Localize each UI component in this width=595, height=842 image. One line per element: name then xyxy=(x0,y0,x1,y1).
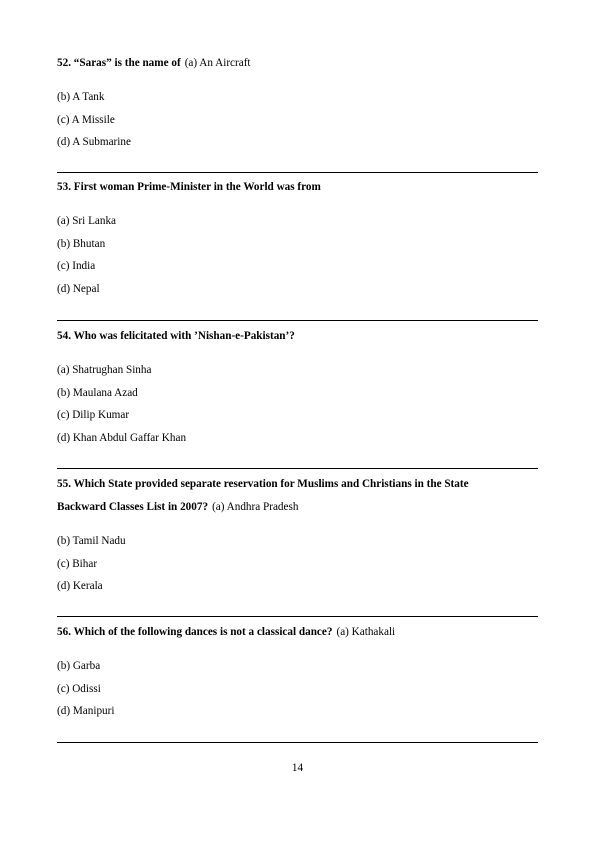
question-52 xyxy=(57,52,538,154)
divider-rule xyxy=(57,742,538,743)
option-d: (d) Khan Abdul Gaffar Khan xyxy=(57,431,187,444)
option-d: (d) Kerala xyxy=(57,580,103,592)
question-stem xyxy=(57,52,538,75)
option-a: (a) Sri Lanka xyxy=(57,215,117,227)
options-list xyxy=(57,359,538,449)
question-text: 54. Who was felicitated with ’Nishan-e-Pakistan’? xyxy=(57,330,295,342)
question-53 xyxy=(57,176,538,300)
question-text: 52. “Saras” is the name of xyxy=(57,57,181,69)
divider-rule xyxy=(57,468,538,469)
options-list xyxy=(57,655,538,723)
options-list xyxy=(57,530,538,598)
page-number: 14 xyxy=(291,762,304,774)
option-a: (a) Shatrughan Sinha xyxy=(57,364,152,376)
option-c: (c) Bihar xyxy=(57,557,98,570)
question-text: 55. Which State provided separate reservation for Muslims and Christians in the State xyxy=(57,478,469,490)
question-54 xyxy=(57,325,538,449)
option-a: (a) An Aircraft xyxy=(184,57,251,69)
option-b: (b) A Tank xyxy=(57,91,105,103)
option-b: (b) Bhutan xyxy=(57,237,106,250)
option-b: (b) Garba xyxy=(57,660,101,672)
divider-rule xyxy=(57,320,538,321)
option-c: (c) A Missile xyxy=(57,113,115,126)
question-stem xyxy=(57,325,538,348)
option-a: (a) Kathakali xyxy=(336,626,396,638)
option-c: (c) Odissi xyxy=(57,682,101,695)
option-d: (d) Manipuri xyxy=(57,705,115,717)
question-stem xyxy=(57,473,538,496)
question-stem xyxy=(57,621,538,644)
question-text-line-2: Backward Classes List in 2007? xyxy=(57,501,209,513)
question-stem-continued xyxy=(57,496,538,519)
question-55 xyxy=(57,473,538,598)
option-d: (d) A Submarine xyxy=(57,136,131,148)
option-b: (b) Maulana Azad xyxy=(57,386,138,399)
divider-rule xyxy=(57,172,538,173)
question-text: 56. Which of the following dances is not a classical dance? xyxy=(57,626,333,638)
option-b: (b) Tamil Nadu xyxy=(57,535,126,547)
question-text: 53. First woman Prime-Minister in the World was from xyxy=(57,181,321,193)
options-list xyxy=(57,86,538,154)
option-a: (a) Andhra Pradesh xyxy=(212,501,299,513)
divider-rule xyxy=(57,616,538,617)
document-page xyxy=(57,0,538,842)
option-c: (c) Dilip Kumar xyxy=(57,409,130,421)
option-c: (c) India xyxy=(57,260,96,272)
question-56 xyxy=(57,621,538,723)
options-list xyxy=(57,210,538,300)
option-d: (d) Nepal xyxy=(57,282,100,295)
question-stem xyxy=(57,176,538,199)
